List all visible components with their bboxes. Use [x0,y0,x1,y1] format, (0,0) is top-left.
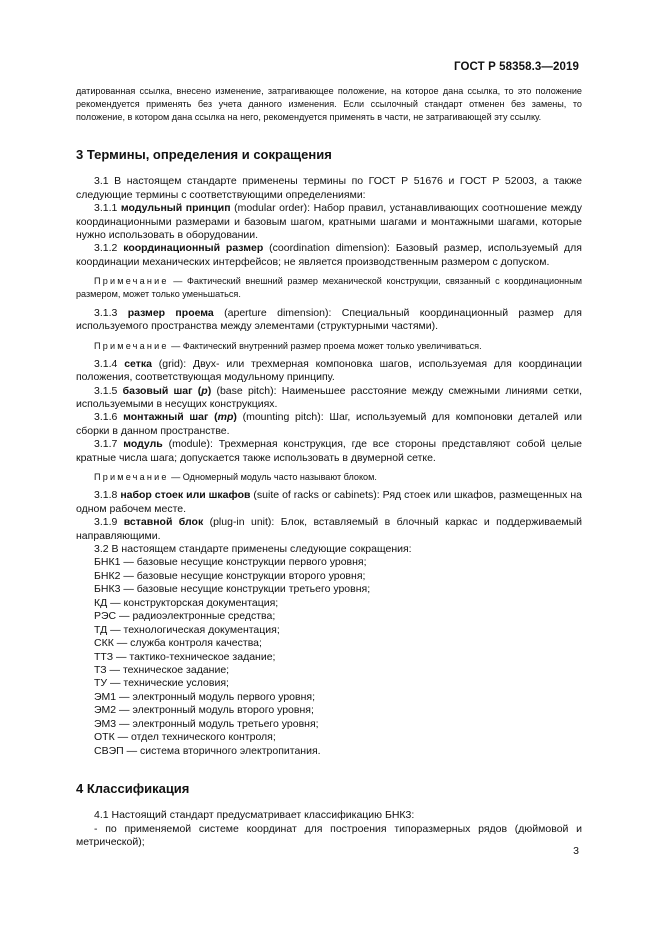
abbreviation-item: ТЗ — техническое задание; [94,664,230,677]
abbreviation-item: ТУ — технические условия; [94,677,229,690]
term-number: 3.1.5 [94,384,123,397]
note-text: — Одномерный модуль часто называют блоком. [168,472,377,483]
abbreviation-item: БНК1 — базовые несущие конструкции первого уровня; [94,556,367,569]
document-header-id: ГОСТ Р 58358.3—2019 [454,61,579,73]
section-4-title: 4 Классификация [76,781,190,797]
term-3-1-6 [76,411,582,438]
paragraph-3-2: 3.2 В настоящем стандарте применены следующие сокращения: [94,543,412,555]
term-definition: (plug-in unit): Блок, вставляемый в блочный каркас и поддерживаемый направляющими. [76,516,582,542]
note-label: Примечание [94,276,169,287]
note-2 [76,340,582,353]
abbreviation-item: ТТЗ — тактико-техническое задание; [94,650,276,663]
term-3-1-8 [76,489,582,516]
term-symbol: mp [217,411,234,424]
term-symbol-close: ) [207,384,212,397]
term-number: 3.1.8 [94,489,121,502]
term-name: вставной блок [123,516,204,529]
term-number: 3.1.2 [94,242,124,255]
note-text: — Фактический внутренний размер проема может только увеличиваться. [168,340,482,351]
term-symbol-close: ) [233,411,237,424]
abbreviation-item: БНК3 — базовые несущие конструкции третьего уровня; [94,583,371,596]
term-definition: (module): Трехмерная конструкция, где все стороны представляют собой целые кратные числа шага; допускается также использовать в двумерной сетке. [76,438,582,464]
term-3-1-7 [76,438,582,465]
term-3-1-5 [76,385,582,412]
term-name: модуль [123,438,163,451]
page-content [76,85,582,849]
note-label: Примечание [94,340,169,351]
term-definition: (base pitch): Наименьшее расстояние между смежными линиями сетки, используемыми в несущих конструкциях. [76,384,583,411]
term-definition: (mounting pitch): Шаг, используемый для компоновки деталей или сборки в данном пространстве. [76,411,582,437]
classification-item: - по применяемой системе координат для построения типоразмерных рядов (дюймовой и метрической); [76,822,582,849]
abbreviation-item: ЭМ2 — электронный модуль второго уровня; [94,704,314,717]
abbreviation-item: СКК — служба контроля качества; [94,637,262,650]
term-number: 3.1.7 [94,438,124,451]
term-definition: (coordination dimension): Базовый размер, используемый для координации механических интерфейсов; не является производственным размером с допуском. [76,242,582,268]
term-3-1-4 [76,358,582,385]
term-3-1-1 [76,202,582,242]
abbreviation-item: ЭМ3 — электронный модуль третьего уровня; [94,717,319,730]
term-name: модульный принцип [120,202,231,215]
term-3-1-3 [76,307,582,334]
abbreviation-item: СВЭП — система вторичного электропитания. [94,744,321,757]
note-1 [76,275,582,302]
term-definition: (suite of racks or cabinets): Ряд стоек или шкафов, размещенных на одном рабочем месте. [76,489,582,515]
abbreviation-item: КД — конструкторская документация; [94,596,279,609]
abbreviation-item: РЭС — радиоэлектронные средства; [94,610,276,623]
term-number: 3.1.4 [94,357,125,370]
paragraph-3-1: 3.1 В настоящем стандарте применены термины по ГОСТ Р 51676 и ГОСТ Р 52003, а также следующие термины с соответствующими определениями: [76,175,582,201]
term-number: 3.1.9 [94,516,124,529]
note-text: — Фактический внешний размер механической конструкции, связанный с координационным размером, может только уменьшаться. [76,276,582,300]
abbreviation-item: БНК2 — базовые несущие конструкции второго уровня; [94,569,366,582]
term-3-1-9 [76,516,582,543]
page-number: 3 [573,845,579,857]
term-number: 3.1.6 [94,411,124,424]
intro-paragraph: датированная ссылка, внесено изменение, затрагивающее положение, на которое дана ссылка, то это положение рекомендуется применять без учета данного изменения. Если ссылочный стандарт отменен без замены, то положение, в котором дана ссылка на него, рекомендуется применять в части, не затрагивающей эту ссылку. [76,86,582,123]
term-name: координационный размер [123,242,264,255]
paragraph-4-1: 4.1 Настоящий стандарт предусматривает классификацию БНК3: [94,809,415,822]
term-definition: (modular order): Набор правил, устанавливающих соотношение между координационными размерами и базовым шагом, кратными шагами и монтажными шагами, которые нужно использовать в оборудовании. [76,202,582,241]
term-symbol: p [201,384,208,397]
abbreviation-item: ТД — технологическая документация; [94,623,280,636]
section-3-title: 3 Термины, определения и сокращения [76,147,332,163]
term-name: набор стоек или шкафов [120,489,251,502]
term-definition: (aperture dimension): Специальный координационный размер для используемого пространства между элементами (структурными частями). [76,306,582,333]
term-name: базовый шаг ( [122,384,202,397]
term-name: размер проема [127,306,214,319]
term-definition: (grid): Двух- или трехмерная компоновка шагов, используемая для координации положения, соответствующая модульному принципу. [76,357,582,384]
term-name: сетка [124,357,152,370]
term-3-1-2 [76,242,582,269]
term-number: 3.1.1 [94,202,121,215]
term-number: 3.1.3 [94,306,128,319]
abbreviation-item: ОТК — отдел технического контроля; [94,731,276,744]
abbreviation-item: ЭМ1 — электронный модуль первого уровня; [94,690,315,703]
note-3 [76,471,582,484]
abbreviation-list [76,556,582,758]
term-name: монтажный шаг ( [123,411,218,424]
note-label: Примечание [94,472,169,483]
